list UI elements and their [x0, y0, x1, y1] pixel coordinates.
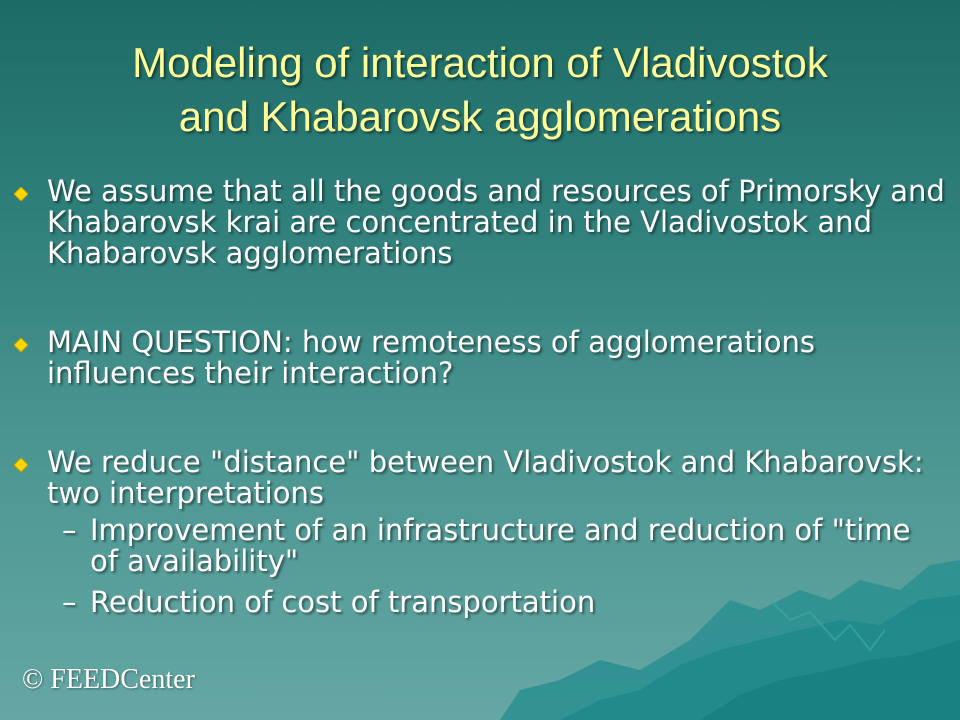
sub-bullet-text: Improvement of an infrastructure and reduction of "time of availability": [90, 513, 911, 578]
title-line-2: and Khabarovsk agglomerations: [178, 93, 782, 140]
diamond-bullet-icon: [14, 187, 28, 201]
title-line-1: Modeling of interaction of Vladivostok: [132, 39, 828, 86]
slide-title: [40, 36, 920, 144]
slide-body: [10, 176, 945, 618]
dash-marker: –: [62, 585, 77, 619]
sub-bullet-text: Reduction of cost of transportation: [90, 585, 596, 619]
bullet-text: MAIN QUESTION: how remoteness of agglomerations influences their interaction?: [47, 325, 815, 390]
dash-marker: –: [62, 513, 77, 547]
sub-bullet-item: [10, 515, 945, 577]
bullet-text: We reduce "distance" between Vladivostok and Khabarovsk: two interpretations: [47, 445, 924, 510]
bullet-item: [10, 327, 945, 389]
bullet-item: [10, 447, 945, 509]
diamond-bullet-icon: [14, 338, 28, 352]
bullet-item: [10, 176, 945, 269]
sub-bullet-item: [10, 587, 945, 618]
copyright-footer: © FEEDCenter: [22, 664, 195, 695]
diamond-bullet-icon: [14, 458, 28, 472]
bullet-text: We assume that all the goods and resources of Primorsky and Khabarovsk krai are concentrated in the Vladivostok and Khabarovsk agglomerations: [47, 174, 945, 270]
